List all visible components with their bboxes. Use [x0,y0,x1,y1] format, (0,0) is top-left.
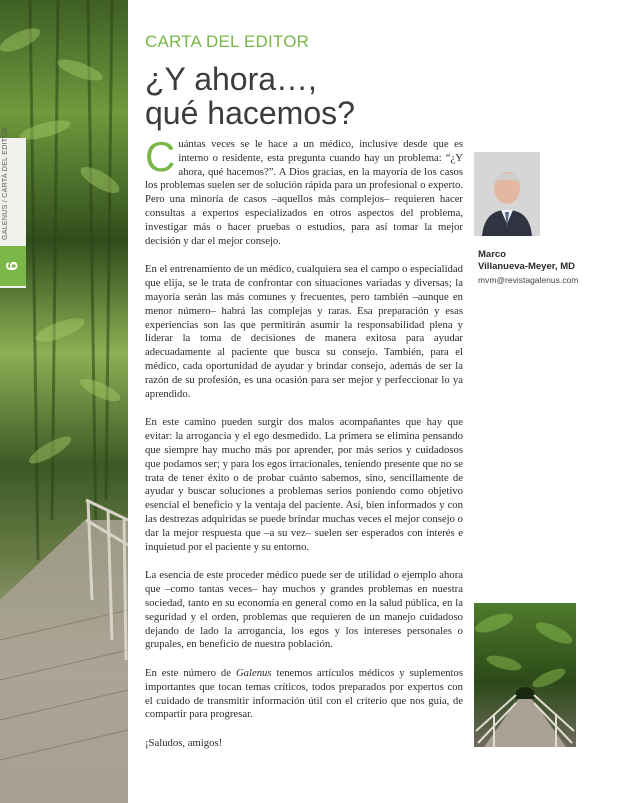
author-portrait-illustration [474,152,540,236]
page-number-tab [0,246,26,286]
magazine-name: Galenus [235,667,272,680]
running-head-text: GALENUS / CARTA DEL EDITOR [2,126,9,240]
author-portrait [474,152,540,236]
headline-line-2: qué hacemos? [145,95,355,131]
paragraph-5-a: En este número de [145,667,236,680]
paragraph-2: En el entrenamiento de un médico, cualquiera sea el campo o especialidad que elija, se le trata de confrontar con situaciones variadas y diversas; la mayoría serán las más comunes y frecuentes, pero también –aunque en menor número– habrá las complejas y raras. Esa preparación y esas experiencias son las que permitirán asumir la responsabilidad plena y liderar la toma de decisiones de manera exitosa para ayudar adecuadamente al paciente que busca su consejo. También, para el médico, cada oportunidad de ayudar y brindar consejo, además de ser la razón de su profesión, es una ocasión para ser mejor y perfeccionar lo ya aprendido. [145,263,463,400]
paragraph-3: En este camino pueden surgir dos malos acompañantes que hay que evitar: la arrogancia y el ego desmedido. La primera se elimina pensando que siempre hay mucho más por aprender, por más serios y cuidadosos que podamos ser; y para los egos irracionales, teniendo presente que no se trata de tener éxito o de probar cuánto sabemos, sino, sencillamente de ayudar y buscar soluciones a problemas serios poniendo como objetivo esencial el beneficio y la ventaja del paciente. Así, bien informados y con las destrezas adquiridas se puede brindar muchas veces el mejor consejo o dar la mejor respuesta que –a su vez– suelen ser esperados con interés e inquietud por el paciente y su entorno. [145,416,463,553]
author-email: mvm@revistagalenus.com [478,275,579,285]
headline-line-1: ¿Y ahora…, [145,61,317,97]
drop-cap: C [145,133,176,180]
paragraph-5-b: tenemos artículos médicos y suplementos importantes que tocan temas críticos, todos preparados por expertos con el cuidado de transmitir información útil con el criterio que nos guía, de compartir para progresar. [145,667,463,721]
page-number: 6 [3,261,22,271]
boardwalk-illustration [474,603,576,747]
boardwalk-photo [474,603,576,747]
paragraph-1-text: uántas veces se le hace a un médico, inclusive desde que es interno o residente, esta pregunta cuando hay un problema: “¿Y ahora, qué hacemos?”. A Dios gracias, en la mayoría de los casos los problemas suelen ser de solución rápida para un profesional o experto. Pero una minoría de casos –aquellos más complejos– requieren hacer consultas a expertos especializados en otros aspectos del problema, investigar más o hacer pruebas o estudios, para así tomar la mejor decisión y dar el mejor consejo. [145,138,463,247]
bamboo-illustration [0,0,128,803]
paragraph-1 [145,133,463,248]
closing-line: ¡Saludos, amigos! [145,737,223,750]
section-label: CARTA DEL EDITOR [145,32,310,51]
article-body [145,133,463,766]
paragraph-5 [145,667,463,722]
author-first-name: Marco [478,249,506,260]
paragraph-4: La esencia de este proceder médico puede ser de utilidad o ejemplo ahora que –como tantas veces– hay muchos y grandes problemas en nuestra sociedad, tanto en su economía en general como en la salud pública, en la seguridad y el orden, problemas que requieren de un manejo cuidadoso dejando de lado la arrogancia, los egos y los intereses personales o grupales, en beneficio de nuestra población. [145,569,463,651]
bamboo-forest-photo [0,0,128,803]
author-name [478,249,575,273]
author-last-name: Villanueva-Meyer, MD [478,261,575,272]
headline [145,62,475,130]
